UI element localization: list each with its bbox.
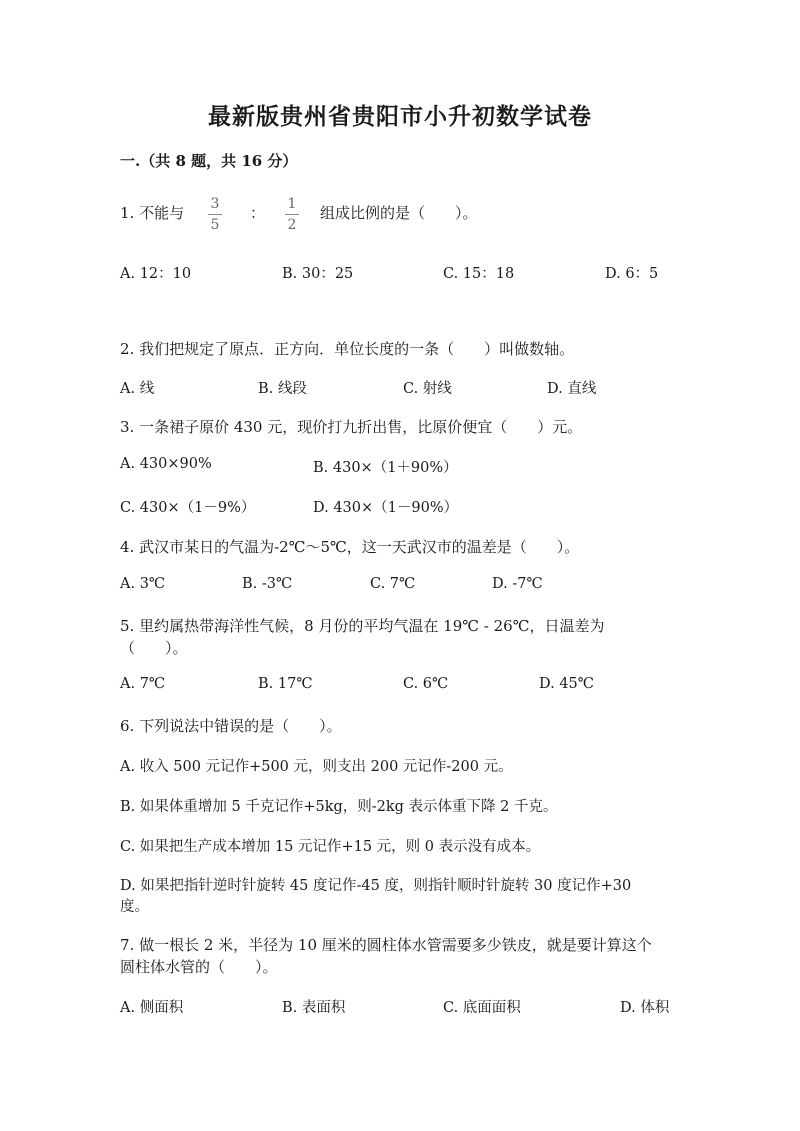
q1-fraction-1 <box>208 196 222 233</box>
q6-option-b[interactable]: B. 如果体重增加 5 千克记作+5kg，则-2kg 表示体重下降 2 千克。 <box>120 799 558 815</box>
q6-stem: 6. 下列说法中错误的是（ ）。 <box>120 717 342 735</box>
q6-option-d[interactable]: D. 如果把指针逆时针旋转 45 度记作-45 度，则指针顺时针旋转 30 度记作+30 <box>120 878 632 894</box>
fraction-bar <box>285 214 299 215</box>
section-heading: 一.（共 8 题，共 16 分） <box>120 152 298 170</box>
q1-fraction-2 <box>285 196 299 233</box>
fraction-denominator: 5 <box>210 217 220 233</box>
fraction-numerator: 3 <box>210 196 220 212</box>
q1-option-a[interactable]: A. 12：10 <box>120 266 192 282</box>
q7-option-c[interactable]: C. 底面面积 <box>443 1000 521 1016</box>
q5-option-d[interactable]: D. 45℃ <box>539 676 594 692</box>
q5-option-a[interactable]: A. 7℃ <box>120 676 166 692</box>
q7-option-d[interactable]: D. 体积 <box>620 1000 670 1016</box>
q1-stem-prefix: 1. 不能与 <box>120 204 185 222</box>
fraction-denominator: 2 <box>287 217 297 233</box>
q5-stem-line-2: （ ）。 <box>120 639 188 657</box>
q4-stem: 4. 武汉市某日的气温为-2℃～5℃，这一天武汉市的温差是（ ）。 <box>120 538 580 556</box>
q1-stem-suffix: 组成比例的是（ ）。 <box>320 204 478 222</box>
q7-option-b[interactable]: B. 表面积 <box>282 1000 346 1016</box>
q7-stem-line-1: 7. 做一根长 2 米，半径为 10 厘米的圆柱体水管需要多少铁皮，就是要计算这个 <box>120 936 652 954</box>
q3-option-a[interactable]: A. 430×90% <box>120 456 212 472</box>
q2-option-d[interactable]: D. 直线 <box>547 381 597 397</box>
q7-option-a[interactable]: A. 侧面积 <box>120 1000 184 1016</box>
q2-option-a[interactable]: A. 线 <box>120 381 155 397</box>
q7-stem-line-2: 圆柱体水管的（ ）。 <box>120 958 278 976</box>
q4-option-b[interactable]: B. -3℃ <box>242 576 293 592</box>
q4-option-d[interactable]: D. -7℃ <box>492 576 543 592</box>
q6-option-c[interactable]: C. 如果把生产成本增加 15 元记作+15 元，则 0 表示没有成本。 <box>120 839 541 855</box>
q2-option-c[interactable]: C. 射线 <box>403 381 452 397</box>
q5-option-b[interactable]: B. 17℃ <box>258 676 313 692</box>
q1-option-c[interactable]: C. 15：18 <box>443 266 515 282</box>
q6-option-a[interactable]: A. 收入 500 元记作+500 元，则支出 200 元记作-200 元。 <box>120 759 513 775</box>
q5-stem-line-1: 5. 里约属热带海洋性气候，8 月份的平均气温在 19℃ - 26℃，日温差为 <box>120 617 605 635</box>
q1-option-b[interactable]: B. 30：25 <box>282 266 354 282</box>
q2-stem: 2. 我们把规定了原点．正方向．单位长度的一条（ ）叫做数轴。 <box>120 340 575 358</box>
fraction-bar <box>208 214 222 215</box>
q4-option-a[interactable]: A. 3℃ <box>120 576 166 592</box>
page-title: 最新版贵州省贵阳市小升初数学试卷 <box>208 103 592 130</box>
q4-option-c[interactable]: C. 7℃ <box>370 576 416 592</box>
q1-colon: ： <box>250 204 266 222</box>
q2-option-b[interactable]: B. 线段 <box>258 381 307 397</box>
q3-option-c[interactable]: C. 430×（1－9%） <box>120 500 256 516</box>
q3-stem: 3. 一条裙子原价 430 元，现价打九折出售，比原价便宜（ ）元。 <box>120 418 583 436</box>
q5-option-c[interactable]: C. 6℃ <box>403 676 449 692</box>
fraction-numerator: 1 <box>287 196 297 212</box>
q3-option-b[interactable]: B. 430×（1＋90%） <box>313 460 458 476</box>
q1-option-d[interactable]: D. 6：5 <box>605 266 659 282</box>
q3-option-d[interactable]: D. 430×（1－90%） <box>313 500 459 516</box>
q6-option-d-continued: 度。 <box>120 899 149 915</box>
